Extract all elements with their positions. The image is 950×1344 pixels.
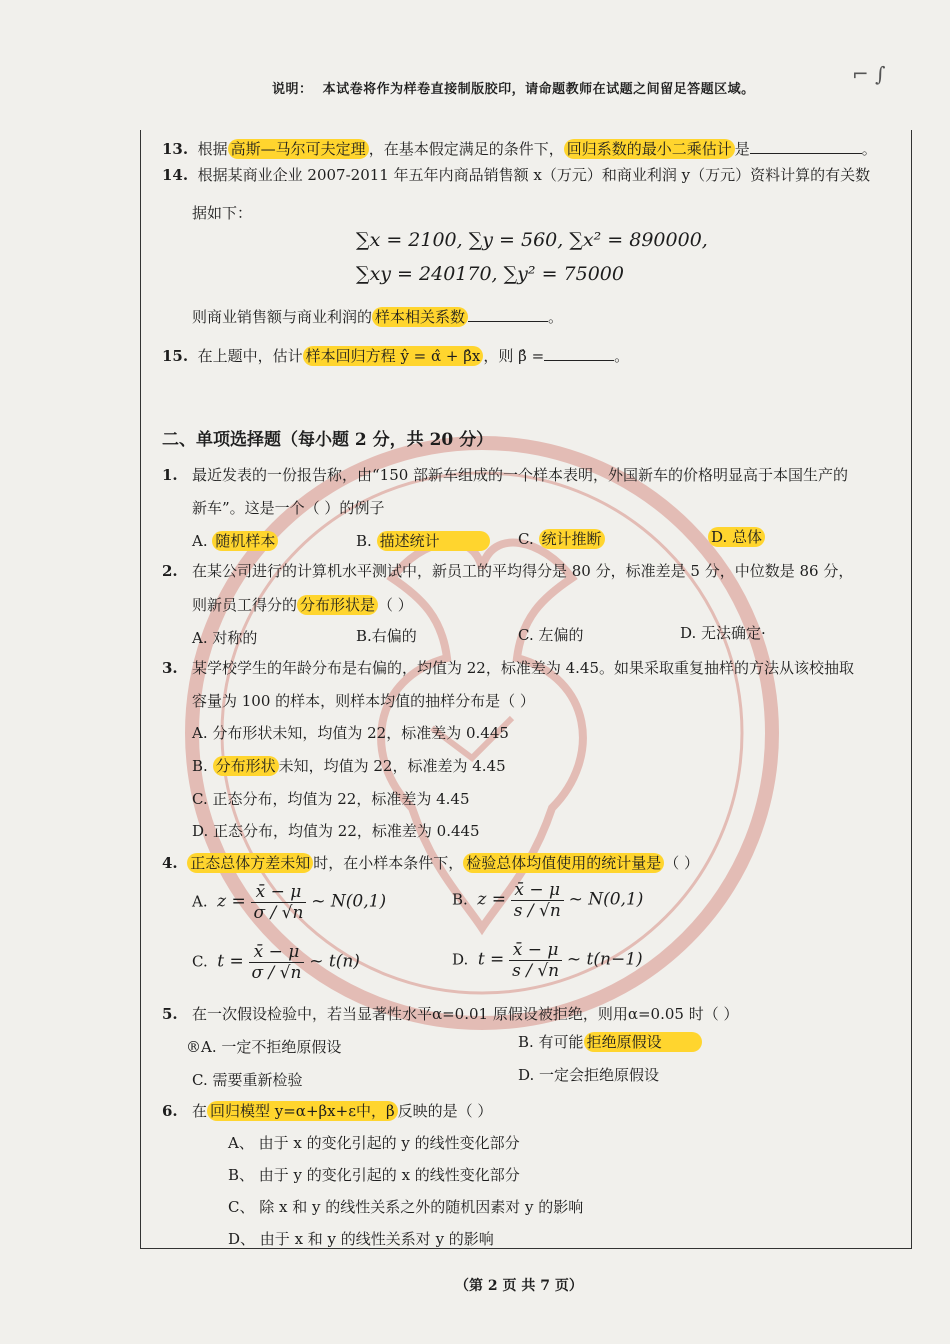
q13-pre: 根据 [197, 140, 228, 158]
option-text: 随机样本 [212, 531, 278, 551]
question-number: 4. [162, 854, 178, 872]
note-text: 本试卷将作为样卷直接制版胶印，请命题教师在试题之间留足答题区域。 [322, 82, 755, 97]
formula-rhs: ~ N(0,1) [568, 889, 644, 910]
q5-option-d[interactable]: D. 一定会拒绝原假设 [518, 1066, 660, 1084]
q14-ask [192, 306, 563, 327]
question-number: 3. [162, 659, 178, 677]
q2-text-2 [192, 594, 413, 615]
mc-question-5 [162, 1003, 738, 1024]
option-text: 描述统计 [377, 531, 490, 551]
q6-pre: 在 [191, 1102, 207, 1120]
q14-equation-2: ∑xy = 240170, ∑y² = 75000 [356, 263, 624, 285]
q2-post: （ ） [378, 596, 413, 614]
fraction-numerator: x̄ − μ [514, 880, 561, 900]
question-15 [162, 345, 629, 366]
q14-text: 根据某商业企业 2007-2011 年五年内商品销售额 x（万元）和商业利润 y（万元）资料计算的有关数 [197, 166, 871, 184]
q1-text-2: 新车”。这是一个（ ）的例子 [192, 499, 385, 517]
mc-question-3 [162, 657, 854, 678]
q3-option-c[interactable]: C. 正态分布，均值为 22，标准差为 4.45 [192, 790, 470, 808]
q5-highlight: 拒绝原假设 [584, 1032, 702, 1052]
option-label: B. [452, 890, 468, 909]
q6-highlight: 回归模型 y=α+βx+ε中，β [207, 1101, 398, 1121]
q3-highlight: 分布形状 [213, 756, 279, 776]
answer-blank[interactable] [750, 153, 862, 154]
q6-option-d[interactable]: D、 由于 x 和 y 的线性关系对 y 的影响 [228, 1230, 494, 1248]
q4-option-c[interactable] [192, 942, 360, 983]
formula-rhs: ~ t(n−1) [566, 949, 643, 970]
q2-highlight: 分布形状是 [297, 595, 378, 615]
q13-highlight-2: 回归系数的最小二乘估计 [564, 139, 735, 159]
q4-mid: 时，在小样本条件下， [313, 854, 464, 872]
q14-ask-pre: 则商业销售额与商业利润的 [192, 308, 373, 326]
q1-option-c[interactable] [518, 528, 605, 549]
q6-option-c[interactable]: C、 除 x 和 y 的线性关系之外的随机因素对 y 的影响 [228, 1198, 584, 1216]
note-label: 说明： [272, 82, 313, 97]
formula-lhs: t = [217, 951, 244, 972]
q14-equation-1: ∑x = 2100, ∑y = 560, ∑x² = 890000, [356, 229, 708, 251]
fraction-denominator: s / √n [509, 960, 562, 981]
header-note [272, 78, 755, 97]
fraction-numerator: x̄ − μ [255, 882, 302, 902]
formula-lhs: z = [477, 889, 506, 910]
page-footer: （第 2 页 共 7 页） [455, 1278, 583, 1294]
option-label: D. [452, 950, 469, 969]
formula-rhs: ~ N(0,1) [311, 891, 387, 912]
formula-fraction [511, 880, 564, 921]
mc-question-2 [162, 560, 853, 581]
question-number: 2. [162, 562, 178, 580]
q2-option-c[interactable]: C. 左偏的 [518, 626, 584, 644]
q3-option-b[interactable] [192, 755, 506, 776]
question-number: 14. [162, 166, 189, 184]
q5-option-a[interactable]: ®A. 一定不拒绝原假设 [186, 1038, 342, 1056]
question-number: 13. [162, 140, 189, 158]
question-14-line1 [162, 164, 870, 185]
option-label: C. [518, 530, 534, 548]
option-text: 统计推断 [539, 529, 605, 549]
question-number: 6. [162, 1102, 178, 1120]
formula-fraction [249, 942, 305, 983]
option-label: A. [192, 532, 208, 550]
q13-highlight-1: 高斯—马尔可夫定理 [228, 139, 369, 159]
fraction-denominator: s / √n [511, 900, 564, 921]
q5-text: 在一次假设检验中，若当显著性水平α=0.01 原假设被拒绝，则用α=0.05 时（ ） [191, 1005, 739, 1023]
q6-option-a[interactable]: A、 由于 x 的变化引起的 y 的线性变化部分 [228, 1134, 520, 1152]
question-13 [162, 138, 877, 159]
option-text: 总体 [732, 528, 763, 546]
q15-end: 。 [614, 347, 630, 365]
fraction-numerator: x̄ − μ [512, 940, 559, 960]
q3-option-a[interactable]: A. 分布形状未知，均值为 22，标准差为 0.445 [192, 724, 509, 742]
q1-option-b[interactable] [356, 530, 490, 551]
q14-text-2: 据如下： [192, 204, 253, 222]
question-number: 15. [162, 347, 189, 365]
q4-option-d[interactable] [452, 940, 643, 981]
q13-end: 。 [861, 140, 877, 158]
q4-option-a[interactable] [192, 882, 386, 923]
q2-pre: 则新员工得分的 [192, 596, 298, 614]
mc-question-4 [162, 852, 699, 873]
q2-text: 在某公司进行的计算机水平测试中，新员工的平均得分是 80 分，标准差是 5 分，中位数是 86 分， [191, 562, 854, 580]
q4-post: （ ） [664, 854, 700, 872]
q2-option-a[interactable]: A. 对称的 [192, 629, 258, 647]
formula-lhs: t = [477, 949, 505, 970]
q13-mid: ，在基本假定满足的条件下， [368, 140, 564, 158]
q1-option-d[interactable] [708, 526, 765, 547]
q3-option-d[interactable]: D. 正态分布，均值为 22，标准差为 0.445 [192, 822, 480, 840]
q6-post: 反映的是（ ） [397, 1102, 493, 1120]
option-label: D. [711, 528, 728, 546]
option-d-highlight [708, 527, 765, 547]
option-label: B. [192, 757, 208, 775]
option-text: 未知，均值为 22，标准差为 4.45 [278, 757, 506, 775]
q15-highlight: 样本回归方程 ŷ = α̂ + β̂x [303, 346, 484, 366]
q13-post: 是 [734, 140, 750, 158]
q2-option-d[interactable]: D. 无法确定· [680, 624, 766, 642]
option-pre: B. 有可能 [518, 1033, 584, 1051]
answer-blank[interactable] [544, 360, 614, 361]
question-number: 5. [162, 1005, 178, 1023]
corner-mark: ⌐ ∫ [852, 62, 886, 86]
q1-option-a[interactable] [192, 530, 278, 551]
formula-rhs: ~ t(n) [309, 951, 360, 972]
q3-text: 某学校学生的年龄分布是右偏的，均值为 22，标准差为 4.45。如果采取重复抽样的方法从该校抽取 [191, 659, 855, 677]
fraction-denominator: σ / √n [249, 962, 305, 983]
section-title: 二、单项选择题（每小题 2 分，共 20 分） [162, 430, 494, 450]
q5-option-b[interactable] [518, 1031, 702, 1052]
formula-lhs: z = [217, 891, 246, 912]
formula-fraction [251, 882, 307, 923]
mc-question-1 [162, 464, 848, 485]
option-label: B. [356, 532, 372, 550]
fraction-numerator: x̄ − μ [253, 942, 300, 962]
q4-highlight-2: 检验总体均值使用的统计量是 [463, 853, 664, 873]
question-number: 1. [162, 466, 178, 484]
mc-question-6 [162, 1100, 492, 1121]
q6-option-b[interactable]: B、 由于 y 的变化引起的 x 的线性变化部分 [228, 1166, 520, 1184]
q14-ask-end: 。 [548, 308, 564, 326]
fraction-denominator: σ / √n [251, 902, 307, 923]
q1-text: 最近发表的一份报告称，由“150 部新车组成的一个样本表明，外国新车的价格明显高于本国生产的 [191, 466, 849, 484]
formula-fraction [509, 940, 562, 981]
q15-pre: 在上题中，估计 [197, 347, 303, 365]
q4-option-b[interactable] [452, 880, 643, 921]
q2-option-b[interactable]: B.右偏的 [356, 627, 417, 645]
q5-option-c[interactable]: C. 需要重新检验 [192, 1071, 303, 1089]
q3-text-2: 容量为 100 的样本，则样本均值的抽样分布是（ ） [192, 692, 535, 710]
q4-highlight-1: 正态总体方差未知 [187, 853, 313, 873]
q15-post: ，则 β̂ = [483, 347, 545, 365]
answer-blank[interactable] [468, 321, 548, 322]
option-label: A. [192, 892, 208, 911]
option-label: C. [192, 952, 208, 971]
q14-highlight: 样本相关系数 [372, 307, 468, 327]
